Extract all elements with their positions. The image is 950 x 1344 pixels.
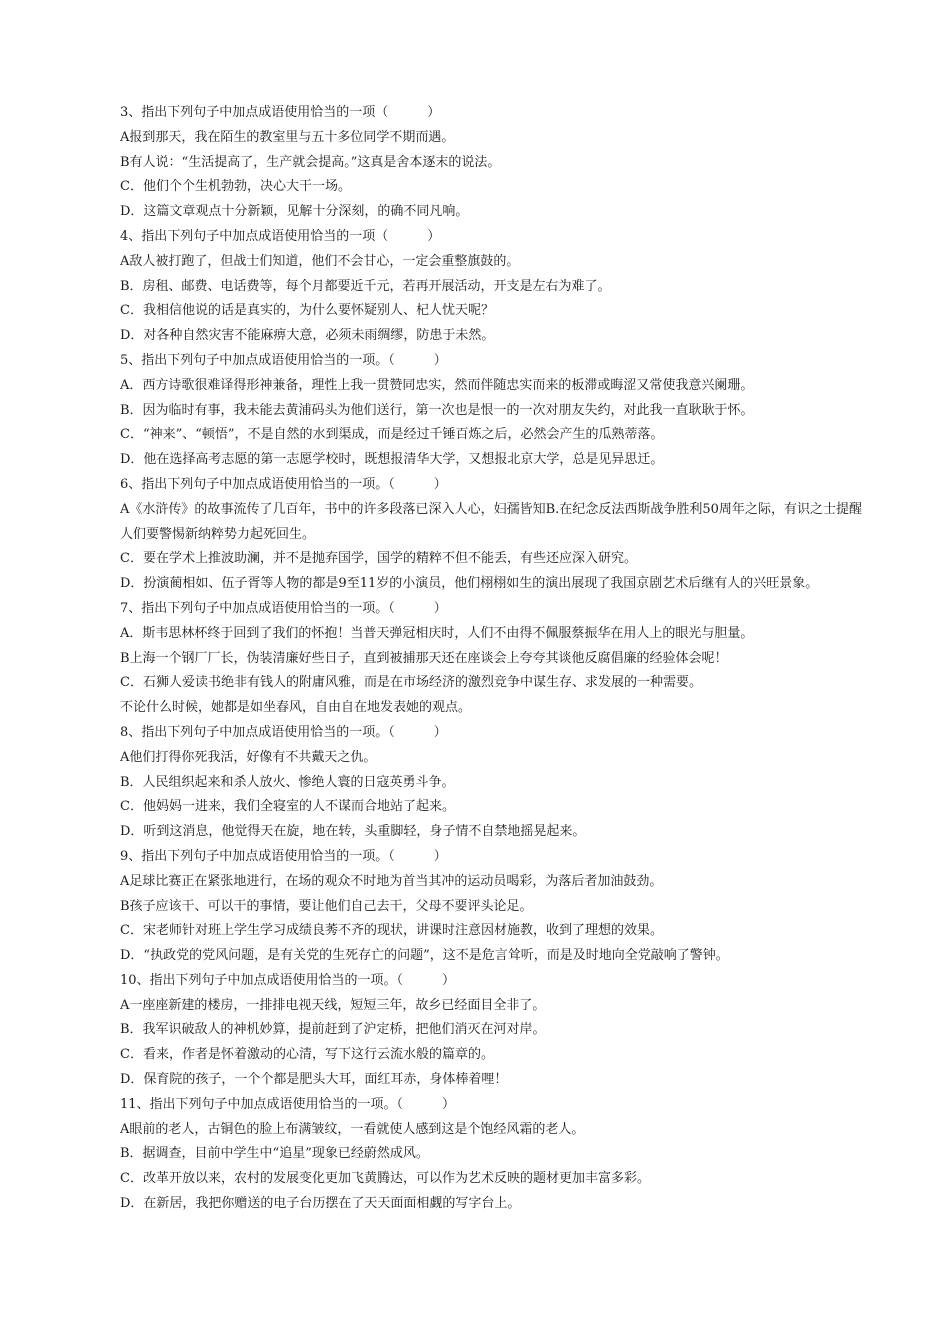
question-4-option-a: A敌人被打跑了，但战士们知道，他们不会甘心，一定会重整旗鼓的。 <box>120 253 520 269</box>
question-7-option-a: A．斯韦思林杯终于回到了我们的怀抱！当普天弹冠相庆时，人们不由得不佩服蔡振华在用人上的眼光与胆量。 <box>120 625 754 641</box>
question-10-option-a: A一座座新建的楼房，一排排电视天线，短短三年，故乡已经面目全非了。 <box>120 997 546 1013</box>
question-8-option-d: D．听到这消息，他觉得天在旋，地在转，头重脚轻，身子情不自禁地摇晃起来。 <box>120 824 586 840</box>
question-8-prompt: 8、指出下列句子中加点成语使用恰当的一项。（ ） <box>120 724 447 740</box>
question-9-option-d: D．“执政党的党风问题，是有关党的生死存亡的问题”，这不是危言耸听，而是及时地向全党敲响了警钟。 <box>120 948 729 964</box>
question-10-option-b: B．我军识破敌人的神机妙算，提前赶到了沪定桥，把他们消灭在河对岸。 <box>120 1022 546 1038</box>
question-3-option-c: C．他们个个生机勃勃，决心大干一场。 <box>120 179 351 195</box>
question-5-option-a: A．西方诗歌很难译得形神兼备，理性上我一贯赞同忠实，然而伴随忠实而来的板滞或晦涩又常使我意兴阑珊。 <box>120 377 754 393</box>
question-7-option-d: 不论什么时候，她都是如坐春风，自由自在地发表她的观点。 <box>120 700 472 716</box>
question-11-option-a: A眼前的老人，古铜色的脸上布满皱纹，一看就使人感到这是个饱经风霜的老人。 <box>120 1121 585 1137</box>
question-6-option-c: C．要在学术上推波助澜，并不是抛弃国学，国学的精粹不但不能丢，有些还应深入研究。 <box>120 551 637 567</box>
question-3-option-a: A报到那天，我在陌生的教室里与五十多位同学不期而遇。 <box>120 129 455 145</box>
question-5-option-d: D．他在选择高考志愿的第一志愿学校时，既想报清华大学，又想报北京大学，总是见异思迁。 <box>120 452 664 468</box>
question-8-option-c: C．他妈妈一进来，我们全寝室的人不谋而合地站了起来。 <box>120 799 455 815</box>
question-4-option-d: D．对各种自然灾害不能麻痹大意，必须未雨绸缪，防患于未然。 <box>120 328 495 344</box>
question-6-option-d: D．扮演蔺相如、伍子胥等人物的都是9至11岁的小演员，他们栩栩如生的演出展现了我国京剧艺术后继有人的兴旺景象。 <box>120 576 819 592</box>
question-5-option-b: B．因为临时有事，我未能去黄浦码头为他们送行，第一次也是恨一的一次对朋友失约，对此我一直耿耿于怀。 <box>120 402 754 418</box>
question-5-option-c: C．“神来”、“顿悟”，不是自然的水到渠成，而是经过千锤百炼之后，必然会产生的瓜熟蒂落。 <box>120 427 664 443</box>
question-4-prompt: 4、指出下列句子中加点成语使用恰当的一项（ ） <box>120 228 441 244</box>
question-9-option-c: C．宋老师针对班上学生学习成绩良莠不齐的现状，讲课时注意因材施教，收到了理想的效果。 <box>120 923 663 939</box>
question-11-option-d: D．在新居，我把你赠送的电子台历摆在了天天面面相觑的写字台上。 <box>120 1196 521 1212</box>
question-9-option-b: B孩子应该干、可以干的事情，要让他们自己去干，父母不要评头论足。 <box>120 898 533 914</box>
question-11-prompt: 11、指出下列句子中加点成语使用恰当的一项。（ ） <box>120 1096 456 1112</box>
question-3-option-b: B有人说：“生活提高了，生产就会提高。”这真是舍本逐末的说法。 <box>120 154 501 170</box>
question-7-prompt: 7、指出下列句子中加点成语使用恰当的一项。（ ） <box>120 600 447 616</box>
question-6-option-a-b: A《水浒传》的故事流传了几百年，书中的许多段落已深入人心，妇孺皆知B.在纪念反法西斯战争胜利50周年之际，有识之士提醒人们要警惕新纳粹势力起死回生。 <box>120 501 862 542</box>
question-10-option-d: D．保育院的孩子，一个个都是肥头大耳，面红耳赤，身体棒着哩！ <box>120 1072 508 1088</box>
question-4-option-c: C．我相信他说的话是真实的，为什么要怀疑别人、杞人忧天呢？ <box>120 303 494 319</box>
question-11-option-c: C．改革开放以来，农村的发展变化更加飞黄腾达，可以作为艺术反映的题材更加丰富多彩。 <box>120 1171 650 1187</box>
question-list <box>92 101 862 1217</box>
question-4-option-b: B．房租、邮费、电话费等，每个月都要近千元，若再开展活动，开支是左右为难了。 <box>120 278 611 294</box>
question-9-option-a: A足球比赛正在紧张地进行，在场的观众不时地为首当其冲的运动员喝彩，为落后者加油鼓劲。 <box>120 873 663 889</box>
question-3-prompt: 3、指出下列句子中加点成语使用恰当的一项（ ） <box>120 105 441 120</box>
question-6-prompt: 6、指出下列句子中加点成语使用恰当的一项。（ ） <box>120 476 447 492</box>
question-7-option-b: B上海一个钢厂厂长，伪装清廉好些日子，直到被捕那天还在座谈会上夸夸其谈他反腐倡廉的经验体会呢！ <box>120 650 728 666</box>
question-10-option-c: C．看来，作者是怀着激动的心清，写下这行云流水般的篇章的。 <box>120 1047 494 1063</box>
question-10-prompt: 10、指出下列句子中加点成语使用恰当的一项。（ ） <box>120 972 456 988</box>
question-9-prompt: 9、指出下列句子中加点成语使用恰当的一项。（ ） <box>120 848 447 864</box>
question-8-option-b: B．人民组织起来和杀人放火、惨绝人寰的日寇英勇斗争。 <box>120 774 455 790</box>
question-11-option-b: B．据调查，目前中学生中“追星”现象已经蔚然成风。 <box>120 1146 429 1162</box>
question-3-option-d: D．这篇文章观点十分新颖，见解十分深刻，的确不同凡响。 <box>120 204 469 220</box>
question-8-option-a: A他们打得你死我活，好像有不共戴天之仇。 <box>120 749 377 765</box>
question-5-prompt: 5、指出下列句子中加点成语使用恰当的一项。（ ） <box>120 352 447 368</box>
question-7-option-c: C．石狮人爱读书绝非有钱人的附庸风雅，而是在市场经济的激烈竞争中谋生存、求发展的一种需要。 <box>120 675 702 691</box>
